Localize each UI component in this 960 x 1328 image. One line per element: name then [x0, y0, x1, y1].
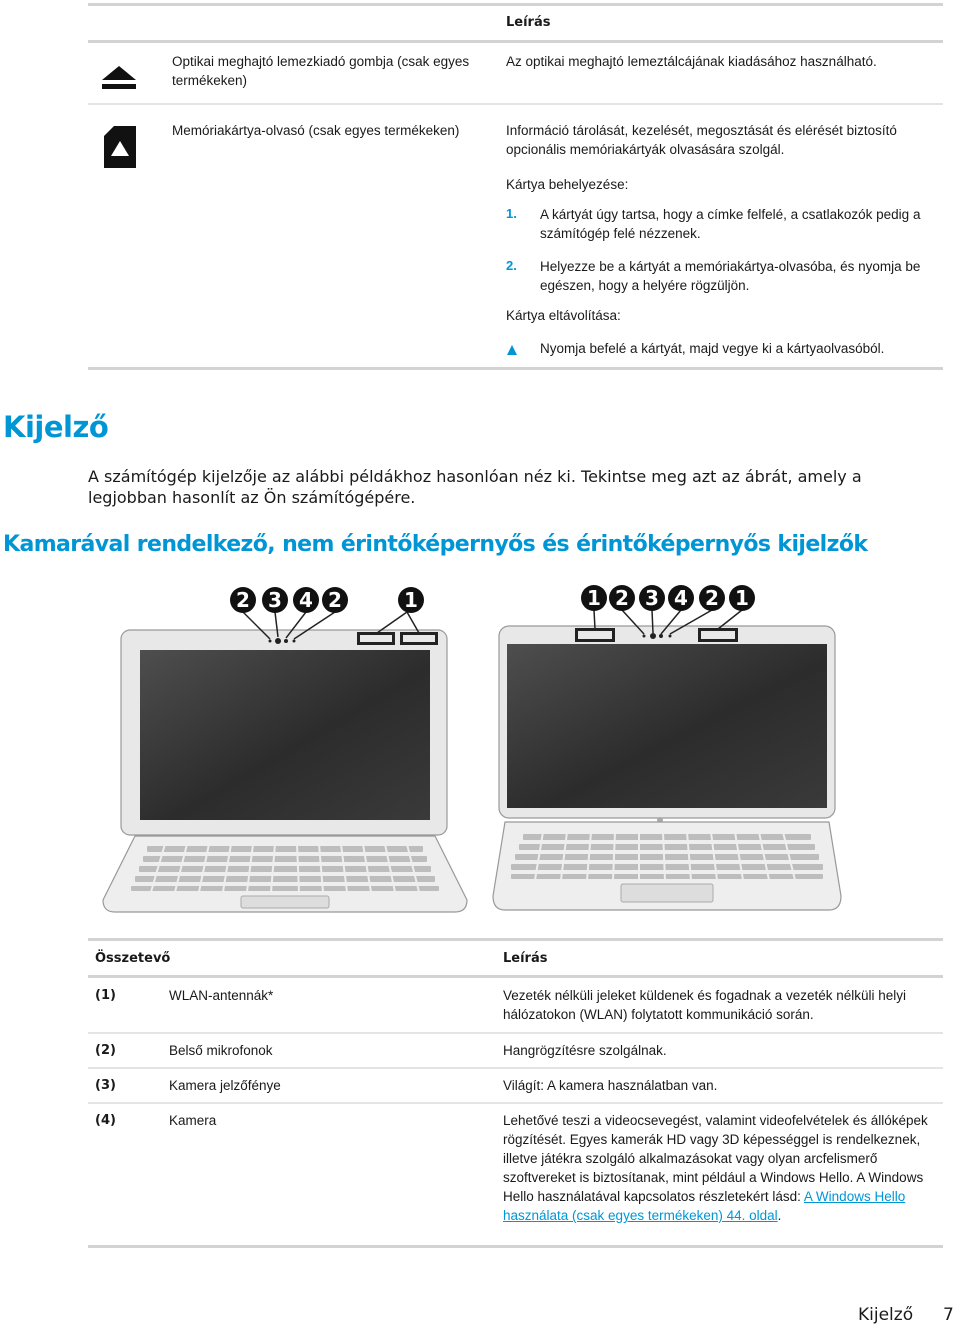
page-number: 7 — [943, 1305, 954, 1325]
component-description: Információ tárolását, kezelését, megosztását és elérését biztosító opcionális memóriakártyák olvasására szolgál. — [506, 123, 897, 157]
eject-icon — [100, 64, 138, 92]
table-top-rule — [88, 3, 943, 6]
callout-number: 2 — [236, 588, 250, 612]
component-description: Az optikai meghajtó lemeztálcájának kiadásához használható. — [506, 54, 877, 69]
table-top-rule — [88, 938, 943, 941]
triangle-bullet-icon — [506, 343, 518, 355]
callout-number: 2 — [705, 586, 719, 610]
remove-heading: Kártya eltávolítása: — [506, 308, 621, 323]
table-header-rule — [88, 975, 943, 978]
step-text: Helyezze be a kártyát a memóriakártya-olvasóba, és nyomja be egészen, hogy a helyére rögzüljön. — [540, 259, 921, 293]
column-header-description: Leírás — [503, 951, 548, 966]
callout-number: 1 — [587, 586, 601, 610]
subsection-title: Kamarával rendelkező, nem érintőképernyős és érintőképernyős kijelzők — [3, 532, 868, 557]
component-description: Vezeték nélküli jeleket küldenek és fogadnak a vezeték nélküli helyi hálózatokon (WLAN) folytatott kommunikáció során. — [503, 988, 907, 1022]
component-number: (4) — [95, 1113, 116, 1128]
callout-number: 2 — [615, 586, 629, 610]
component-number: (3) — [95, 1078, 116, 1093]
component-number: (1) — [95, 988, 116, 1003]
memory-card-icon — [102, 125, 138, 169]
component-description: Hangrögzítésre szolgálnak. — [503, 1043, 667, 1058]
component-name: Kamera — [169, 1113, 217, 1128]
step-number: 2. — [506, 258, 517, 273]
insert-heading: Kártya behelyezése: — [506, 177, 629, 192]
description-text: Lehetővé teszi a videocsevegést, valamint videofelvételek és állóképek rögzítését. Egyes kamerák HD vagy 3D képességgel is rendelkeznek, illetve játékra szolgáló alkalmazásokat vagy olyan arcfelismerő szoftvereket is biztosítanak, mint például a Windows Hello. A Windows Hello használatával kapcsolatos részletekért lásd: — [503, 1113, 928, 1204]
step-text: A kártyát úgy tartsa, hogy a címke felfelé, a csatlakozók pedig a számítógép felé nézzenek. — [540, 207, 921, 241]
callout-number: 3 — [645, 586, 659, 610]
component-name: Belső mikrofonok — [169, 1043, 273, 1058]
column-header-description: Leírás — [506, 15, 551, 30]
component-number: (2) — [95, 1043, 116, 1058]
row-divider — [88, 1067, 943, 1069]
section-title: Kijelző — [3, 410, 109, 444]
callout-number: 1 — [735, 586, 749, 610]
callout-number: 1 — [404, 588, 418, 612]
section-intro: A számítógép kijelzője az alábbi példákhoz hasonlóan néz ki. Tekintse meg azt az ábrát, amely a legjobban hasonlít az Ön számítógépére. — [88, 467, 862, 507]
remove-step-text: Nyomja befelé a kártyát, majd vegye ki a kártyaolvasóból. — [540, 341, 885, 356]
callout-number: 4 — [674, 586, 688, 610]
right-laptop — [493, 585, 841, 910]
component-description — [503, 1111, 928, 1225]
left-laptop — [103, 587, 467, 912]
component-description: Világít: A kamera használatban van. — [503, 1078, 718, 1093]
callout-number: 2 — [328, 588, 342, 612]
row-divider — [88, 1032, 943, 1034]
laptop-displays-figure — [95, 578, 855, 918]
description-trailing: . — [777, 1208, 782, 1223]
column-header-component: Összetevő — [95, 951, 171, 966]
component-name: Kamera jelzőfénye — [169, 1078, 281, 1093]
callout-number: 3 — [268, 588, 282, 612]
row-divider — [88, 103, 943, 105]
table-header-rule — [88, 40, 943, 43]
row-divider — [88, 1102, 943, 1104]
footer-section-name: Kijelző — [858, 1305, 914, 1325]
component-name: Memóriakártya-olvasó (csak egyes termékeken) — [172, 123, 460, 138]
callout-number: 4 — [299, 588, 313, 612]
windows-hello-link[interactable]: A Windows Hello használata (csak egyes termékeken) 44. oldal — [503, 1189, 906, 1223]
table-bottom-rule — [88, 1245, 943, 1248]
component-name: WLAN-antennák* — [169, 988, 274, 1003]
table-bottom-rule — [88, 367, 943, 370]
component-name: Optikai meghajtó lemezkiadó gombja (csak egyes termékeken) — [172, 54, 470, 88]
step-number: 1. — [506, 206, 517, 221]
